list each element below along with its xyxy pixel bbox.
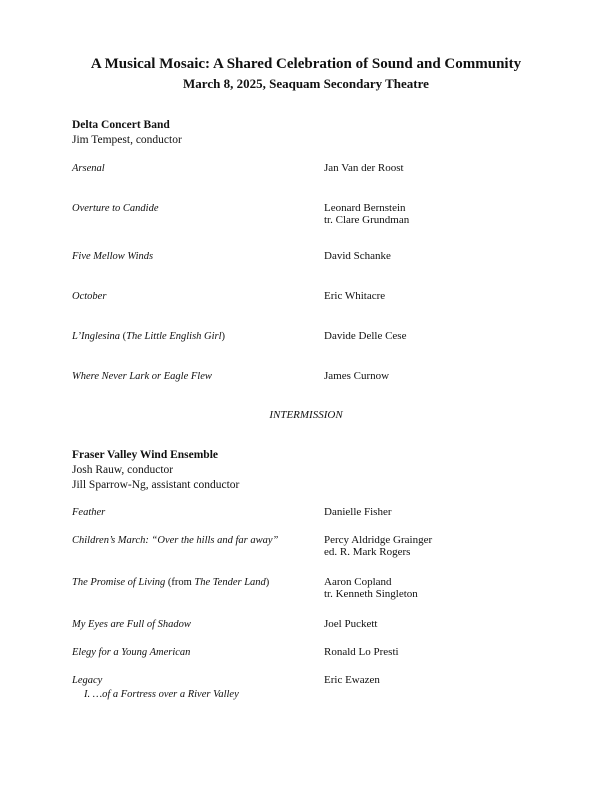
work-title-paren-close: ) xyxy=(221,331,226,342)
work-title: Elegy for a Young American xyxy=(72,647,191,658)
program-title: A Musical Mosaic: A Shared Celebration of Sound and Community xyxy=(90,56,522,72)
intermission-label: INTERMISSION xyxy=(269,409,343,421)
composer-name: Ronald Lo Presti xyxy=(324,646,399,658)
work-title-paren-open: (from xyxy=(165,577,195,588)
composer-name xyxy=(324,576,418,600)
work-title: Overture to Candide xyxy=(72,203,159,214)
composer-line: Aaron Copland xyxy=(324,576,392,588)
work-title: Legacy xyxy=(72,675,103,686)
composer-line: Percy Aldridge Grainger xyxy=(324,534,433,546)
arranger-line: tr. Kenneth Singleton xyxy=(324,588,418,600)
composer-line: Leonard Bernstein xyxy=(324,202,406,214)
composer-name: Danielle Fisher xyxy=(324,506,392,518)
work-title: My Eyes are Full of Shadow xyxy=(72,619,191,630)
composer-name: David Schanke xyxy=(324,250,391,262)
work-title: Feather xyxy=(72,507,106,518)
work-title xyxy=(72,577,312,588)
assistant-conductor-name: Jill Sparrow-Ng, assistant conductor xyxy=(72,479,240,491)
work-title: Children’s March: “Over the hills and far away” xyxy=(72,535,279,546)
work-title-sub: The Little English Girl xyxy=(126,331,222,342)
work-title-main: The Promise of Living xyxy=(72,577,166,588)
composer-name: Joel Puckett xyxy=(324,618,378,630)
composer-name: Eric Ewazen xyxy=(324,674,380,686)
work-title-paren-close: ) xyxy=(265,577,270,588)
work-title: Arsenal xyxy=(72,163,105,174)
program-date-venue: March 8, 2025, Seaquam Secondary Theatre xyxy=(183,76,429,91)
composer-name: Jan Van der Roost xyxy=(324,162,404,174)
work-title: October xyxy=(72,291,107,302)
composer-name xyxy=(324,202,409,226)
conductor-name: Jim Tempest, conductor xyxy=(72,134,182,146)
work-title-main: L’Inglesina xyxy=(72,331,121,342)
arranger-line: tr. Clare Grundman xyxy=(324,214,410,226)
composer-name: Eric Whitacre xyxy=(324,290,386,302)
composer-name: Davide Delle Cese xyxy=(324,330,407,342)
conductor-name: Josh Rauw, conductor xyxy=(72,464,174,476)
composer-name xyxy=(324,534,432,558)
work-title: Five Mellow Winds xyxy=(72,251,154,262)
work-title-paren-open: ( xyxy=(120,331,127,342)
work-title-sub: The Tender Land xyxy=(194,577,266,588)
composer-name: James Curnow xyxy=(324,370,390,382)
ensemble-name: Fraser Valley Wind Ensemble xyxy=(72,449,219,461)
work-title xyxy=(72,331,312,342)
work-title: Where Never Lark or Eagle Flew xyxy=(72,371,212,382)
ensemble-name: Delta Concert Band xyxy=(72,119,170,131)
movement-title: I. …of a Fortress over a River Valley xyxy=(84,689,239,700)
arranger-line: ed. R. Mark Rogers xyxy=(324,546,411,558)
